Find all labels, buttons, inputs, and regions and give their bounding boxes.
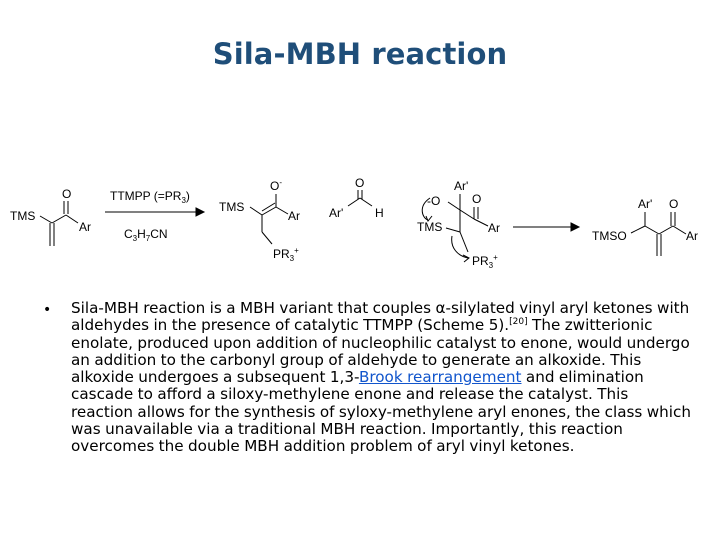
product-tmso-label: TMSO	[592, 229, 627, 243]
adduct-tms-label: TMS	[417, 220, 443, 234]
product-oxygen-label: O	[669, 197, 679, 211]
adduct-oxygen-label: O	[472, 192, 482, 206]
aldehyde-structure	[329, 176, 384, 220]
bullet-text-part-1: Sila-MBH reaction is a MBH variant that couples α-silylated vinyl aryl ketones with aldehydes in the presence of catalytic TTMPP (Scheme 5).	[71, 299, 690, 335]
reactant-structure	[10, 187, 91, 246]
adduct-structure	[417, 179, 500, 270]
reaction-scheme	[0, 170, 720, 280]
arrow1-reagent-label: TTMPP $(=PR_3)$	[110, 189, 190, 205]
enolate-tms-label: TMS	[219, 200, 245, 214]
enolate-pr3-label: $PR_3^+$	[273, 246, 299, 263]
reactant-tms-label: TMS	[10, 209, 36, 223]
enolate-ar-label: Ar	[288, 209, 300, 223]
product-ar-top-label: Ar'	[638, 197, 653, 211]
enolate-structure	[219, 178, 300, 263]
citation-ref: [20]	[509, 317, 528, 328]
bullet-paragraph	[71, 300, 691, 456]
reactant-oxygen-label: O	[62, 187, 72, 201]
adduct-ar-top-label: Ar'	[454, 179, 469, 193]
reaction-arrow-2	[513, 223, 579, 231]
enolate-oxygen-label: O-	[270, 178, 283, 193]
brook-rearrangement-link[interactable]: Brook rearrangement	[358, 368, 522, 387]
adduct-ar-label: Ar	[488, 221, 500, 235]
product-ar-label: Ar	[686, 229, 698, 243]
arrow1-solvent-label: $C_3H_7CN$	[124, 227, 168, 243]
adduct-pr3-label: $PR_3^+$	[472, 253, 498, 270]
aldehyde-ar-label: Ar'	[329, 206, 344, 220]
slide-title: Sila-MBH reaction	[212, 37, 508, 71]
adduct-alkoxide-label: -O	[427, 194, 441, 208]
bullet-text-part-3: and elimination cascade to afford a siloxy-methylene enone and release the catalyst. This reaction allows for the synthesis of syloxy-methylene aryl enones, the class which was unavailable via a traditional MBH reaction. Importantly, this reaction overcomes the double MBH addition problem of aryl vinyl ketones.	[71, 368, 691, 456]
reactant-ar-label: Ar	[79, 220, 91, 234]
bullet-marker: •	[43, 302, 52, 318]
aldehyde-h-label: H	[375, 206, 384, 220]
reaction-arrow-1	[105, 189, 204, 243]
product-structure	[592, 197, 698, 256]
bullet-text-part-2: The zwitterionic enolate, produced upon addition of nucleophilic catalyst to enone, would undergo an addition to the carbonyl group of aldehyde to generate an alkoxide. This alkoxide undergoes a subsequent 1,3-	[71, 316, 690, 387]
aldehyde-oxygen-label: O	[355, 176, 365, 190]
